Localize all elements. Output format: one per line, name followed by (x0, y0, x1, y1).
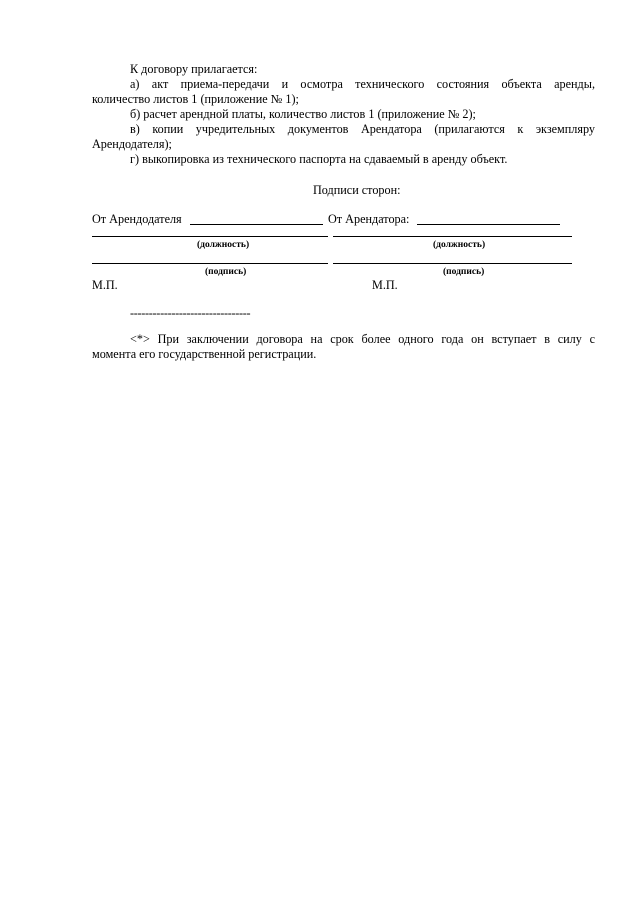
attachment-item-c-line2: Арендодателя); (92, 137, 172, 151)
lessor-seal: М.П. (92, 278, 118, 292)
lessee-signature-caption: (подпись) (443, 267, 485, 277)
attachment-item-d: г) выкопировка из технического паспорта на сдаваемый в аренду объект. (130, 152, 508, 166)
lessee-position-line (333, 236, 572, 237)
lessor-signature-caption: (подпись) (205, 267, 247, 277)
lessee-signature-line (333, 263, 572, 264)
lessor-label: От Арендодателя (92, 212, 182, 226)
attachment-item-b: б) расчет арендной платы, количество листов 1 (приложение № 2); (130, 107, 476, 121)
lessor-name-line (190, 224, 323, 225)
signatures-title: Подписи сторон: (313, 183, 401, 197)
attachments-heading: К договору прилагается: (130, 62, 258, 76)
attachment-item-a-line1: а) акт приема-передачи и осмотра технического состояния объекта аренды, (130, 77, 595, 91)
lessee-name-line (417, 224, 560, 225)
lessor-signature-line (92, 263, 328, 264)
footnote-text-line2: момента его государственной регистрации. (92, 347, 317, 361)
footnote-separator: -------------------------------- (130, 306, 251, 320)
lessee-label: От Арендатора: (328, 212, 410, 226)
lessor-position-caption: (должность) (197, 240, 250, 250)
lessee-position-caption: (должность) (433, 240, 486, 250)
lessee-seal: М.П. (372, 278, 398, 292)
attachment-item-c-line1: в) копии учредительных документов Арендатора (прилагаются к экземпляру (130, 122, 595, 136)
lessor-position-line (92, 236, 328, 237)
footnote-text-line1: <*> При заключении договора на срок более одного года он вступает в силу с (130, 332, 595, 346)
attachment-item-a-line2: количество листов 1 (приложение № 1); (92, 92, 299, 106)
